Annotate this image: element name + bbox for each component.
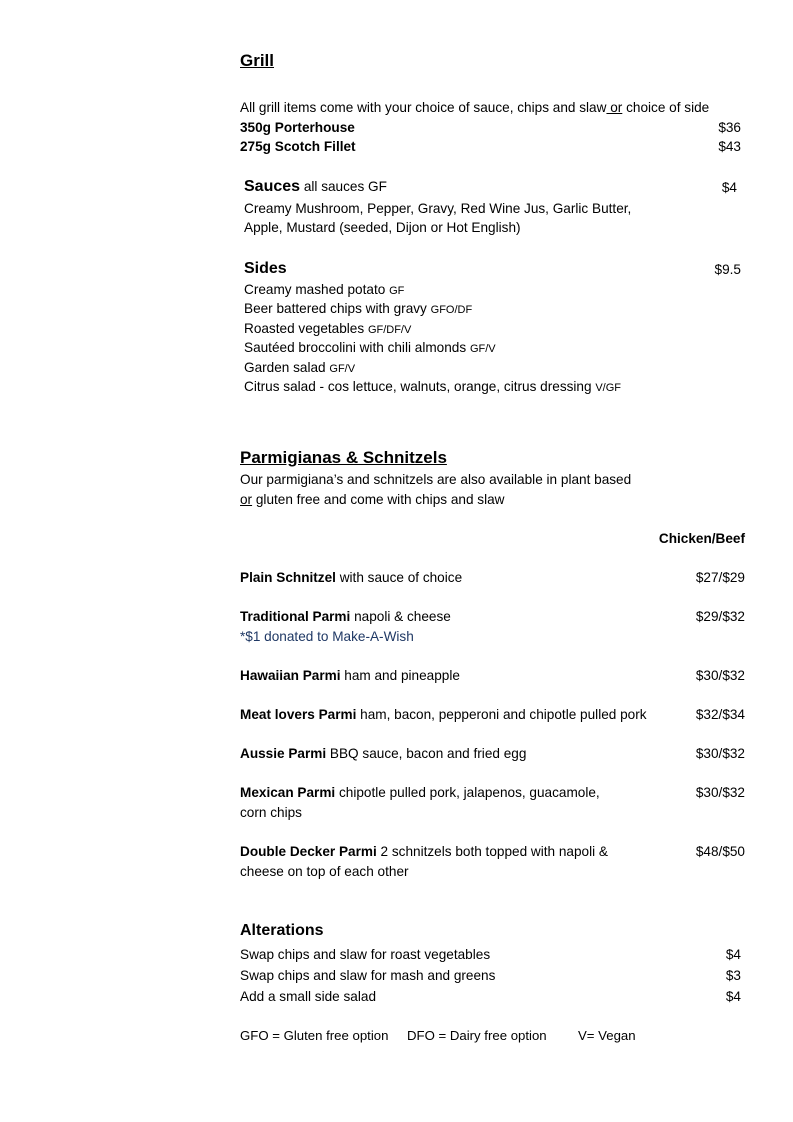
side-item (244, 377, 621, 398)
parmi-item-desc: with sauce of choice (335, 570, 463, 585)
side-item-tag: V/GF (595, 382, 621, 394)
parmi-item (240, 666, 460, 685)
parmi-item-desc: chipotle pulled pork, jalapenos, guacamole, (335, 785, 600, 800)
parmi-item (240, 783, 600, 802)
parmi-intro-line: Our parmigiana’s and schnitzels are also available in plant based (240, 472, 632, 487)
side-item-name: Beer battered chips with gravy (244, 301, 431, 316)
side-item-name: Citrus salad - cos lettuce, walnuts, orange, citrus dressing (244, 379, 596, 394)
side-item-tag: GF/DF/V (367, 324, 412, 336)
side-item-name: Creamy mashed potato (244, 282, 390, 297)
parmi-item (240, 568, 462, 587)
alteration-price: $3 (725, 968, 741, 983)
sauces-price: $4 (721, 180, 737, 195)
parmi-item-desc: napoli & cheese (350, 609, 451, 624)
parmi-item-name: Mexican Parmi (240, 785, 336, 800)
parmi-item (240, 607, 451, 626)
parmi-intro-or: or (240, 492, 253, 507)
sauces-list-line: Apple, Mustard (seeded, Dijon or Hot English) (244, 220, 521, 235)
parmi-item (240, 705, 647, 724)
sides-price: $9.5 (714, 262, 741, 277)
parmi-item-desc-line2: cheese on top of each other (240, 864, 409, 879)
sides-heading: Sides (244, 260, 287, 277)
parmi-item-price: $29/$32 (695, 609, 745, 624)
parmi-item-name: Plain Schnitzel (240, 570, 336, 585)
parmi-item-price: $30/$32 (695, 785, 745, 800)
alteration-name: Swap chips and slaw for roast vegetables (240, 947, 491, 962)
legend-dfo: DFO = Dairy free option (407, 1028, 547, 1043)
grill-item-name: 350g Porterhouse (240, 120, 355, 135)
price-column-header: Chicken/Beef (658, 531, 745, 546)
grill-item-price: $43 (718, 139, 741, 154)
side-item-name: Roasted vegetables (244, 321, 368, 336)
parmi-item-price: $32/$34 (695, 707, 745, 722)
side-item (244, 299, 472, 320)
alteration-name: Add a small side salad (240, 989, 377, 1004)
parmi-item (240, 842, 608, 861)
grill-item-price: $36 (718, 120, 741, 135)
side-item (244, 319, 411, 340)
sauces-list-line: Creamy Mushroom, Pepper, Gravy, Red Wine Jus, Garlic Butter, (244, 201, 632, 216)
parmi-heading: Parmigianas & Schnitzels (240, 448, 447, 467)
grill-intro-or: or (606, 100, 623, 115)
alteration-price: $4 (725, 989, 741, 1004)
parmi-item-name: Aussie Parmi (240, 746, 327, 761)
parmi-item-name: Traditional Parmi (240, 609, 351, 624)
grill-intro (240, 98, 709, 117)
parmi-item-desc: 2 schnitzels both topped with napoli & (376, 844, 608, 859)
grill-intro-text: All grill items come with your choice of sauce, chips and slaw (240, 100, 607, 115)
legend-gfo: GFO = Gluten free option (240, 1028, 389, 1043)
side-item (244, 358, 355, 379)
side-item-tag: GF/V (329, 363, 356, 375)
parmi-item-desc: ham and pineapple (340, 668, 460, 683)
parmi-intro-line (240, 490, 504, 509)
donation-note: *$1 donated to Make-A-Wish (240, 629, 414, 644)
sauces-note: all sauces GF (300, 179, 387, 194)
sauces-heading: Sauces (244, 178, 301, 195)
parmi-item-price: $30/$32 (695, 668, 745, 683)
side-item-name: Garden salad (244, 360, 330, 375)
parmi-item-desc-line2: corn chips (240, 805, 302, 820)
parmi-item-desc: BBQ sauce, bacon and fried egg (326, 746, 527, 761)
alteration-price: $4 (725, 947, 741, 962)
side-item-tag: GF (389, 285, 405, 297)
parmi-item-desc: ham, bacon, pepperoni and chipotle pulled pork (356, 707, 647, 722)
legend-vegan: V= Vegan (578, 1028, 636, 1043)
sauces-title-row (244, 176, 387, 198)
parmi-item-name: Hawaiian Parmi (240, 668, 341, 683)
side-item-tag: GFO/DF (430, 304, 473, 316)
side-item-tag: GF/V (469, 343, 496, 355)
side-item (244, 338, 496, 359)
parmi-item-price: $30/$32 (695, 746, 745, 761)
grill-heading: Grill (240, 51, 275, 70)
parmi-item-price: $48/$50 (695, 844, 745, 859)
parmi-item (240, 744, 526, 763)
grill-intro-text-end: choice of side (622, 100, 710, 115)
parmi-item-name: Double Decker Parmi (240, 844, 377, 859)
side-item (244, 280, 404, 301)
parmi-item-price: $27/$29 (695, 570, 745, 585)
alteration-name: Swap chips and slaw for mash and greens (240, 968, 496, 983)
grill-item-name: 275g Scotch Fillet (240, 139, 356, 154)
side-item-name: Sautéed broccolini with chili almonds (244, 340, 470, 355)
alterations-heading: Alterations (240, 922, 324, 939)
parmi-item-name: Meat lovers Parmi (240, 707, 357, 722)
parmi-intro-text: gluten free and come with chips and slaw (252, 492, 505, 507)
